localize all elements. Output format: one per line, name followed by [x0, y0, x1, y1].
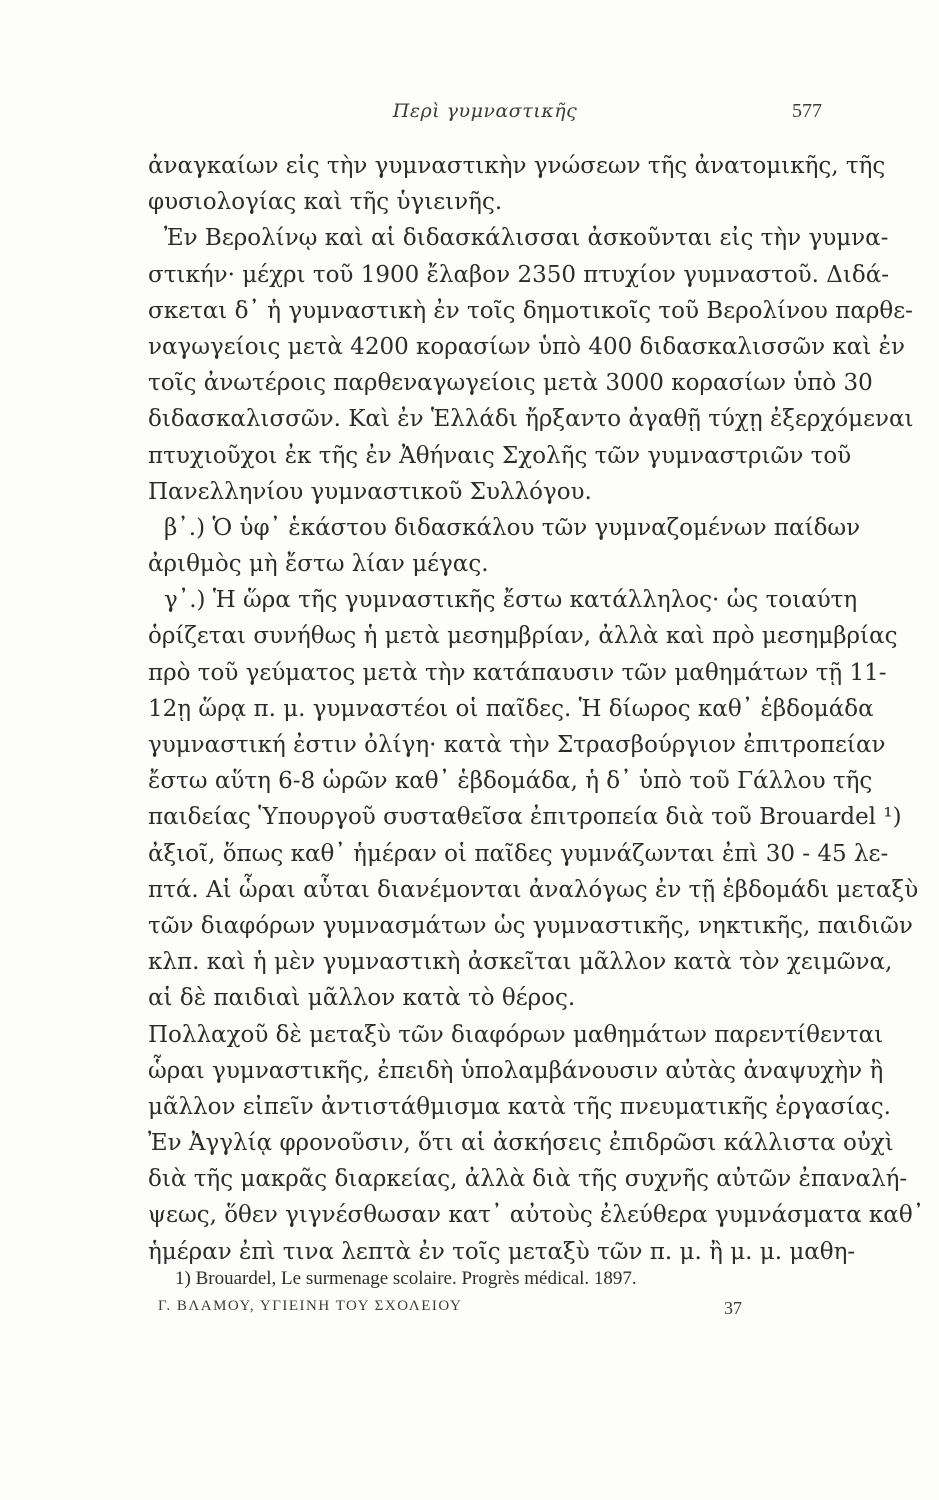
text-line: τοῖς ἀνωτέροις παρθεναγωγείοις μετὰ 3000 κορασίων ὑπὸ 30: [148, 370, 873, 397]
text-line: ἔστω αὕτη 6-8 ὡρῶν καθ᾽ ἑβδομάδα, ἡ δ᾽ ὑπὸ τοῦ Γάλλου τῆς: [148, 768, 873, 795]
running-title: Περὶ γυμναστικῆς: [392, 100, 578, 122]
text-line: μᾶλλον εἰπεῖν ἀντιστάθμισμα κατὰ τῆς πνευματικῆς ἐργασίας.: [148, 1093, 891, 1120]
text-line: τῶν διαφόρων γυμνασμάτων ὡς γυμναστικῆς, νηκτικῆς, παιδιῶν: [148, 912, 913, 939]
footnote: 1) Brouardel, Le surmenage scolaire. Progrès médical. 1897.: [175, 1268, 637, 1289]
text-line: πρὸ τοῦ γεύματος μετὰ τὴν κατάπαυσιν τῶν μαθημάτων τῇ 11-: [148, 659, 887, 686]
text-line: ὁρίζεται συνήθως ἡ μετὰ μεσημβρίαν, ἀλλὰ καὶ πρὸ μεσημβρίας: [148, 623, 898, 650]
text-line: Πανελληνίου γυμναστικοῦ Συλλόγου.: [148, 478, 592, 505]
text-line: 12ῃ ὥρᾳ π. μ. γυμναστέοι οἱ παῖδες. Ἡ δίωρος καθ᾽ ἑβδομάδα: [148, 695, 874, 722]
text-line: ἀξιοῖ, ὅπως καθ᾽ ἡμέραν οἱ παῖδες γυμνάζωνται ἐπὶ 30 - 45 λε-: [148, 840, 889, 867]
text-line: αἱ δὲ παιδιαὶ μᾶλλον κατὰ τὸ θέρος.: [148, 985, 576, 1012]
text-line: γυμναστική ἐστιν ὀλίγη· κατὰ τὴν Στρασβούργιον ἐπιτροπείαν: [148, 732, 886, 758]
text-line: σκεται δ᾽ ἡ γυμναστικὴ ἐν τοῖς δημοτικοῖς τοῦ Βερολίνου παρθε-: [148, 297, 913, 324]
page-number: 577: [792, 100, 822, 122]
text-line: Ἐν Ἀγγλίᾳ φρονοῦσιν, ὅτι αἱ ἀσκήσεις ἐπιδρῶσι κάλλιστα οὐχὶ: [148, 1130, 894, 1157]
signature-text: Γ. ΒΛΑΜΟΥ, ΥΓΙΕΙΝΗ ΤΟΥ ΣΧΟΛΕΙΟΥ: [158, 1298, 463, 1314]
body-text: [148, 148, 925, 1270]
text-line: διὰ τῆς μακρᾶς διαρκείας, ἀλλὰ διὰ τῆς συχνῆς αὐτῶν ἐπαναλή-: [148, 1166, 908, 1193]
text-line: διδασκαλισσῶν. Καὶ ἐν Ἑλλάδι ἤρξαντο ἀγαθῇ τύχῃ ἐξερχόμεναι: [148, 406, 914, 433]
text-line: ἡμέραν ἐπὶ τινα λεπτὰ ἐν τοῖς μεταξὺ τῶν π. μ. ἢ μ. μ. μαθη-: [148, 1238, 856, 1265]
text-line: ναγωγείοις μετὰ 4200 κορασίων ὑπὸ 400 διδασκαλισσῶν καὶ ἐν: [148, 333, 905, 360]
printer-signature: [158, 1298, 822, 1324]
text-line: ἀναγκαίων εἰς τὴν γυμναστικὴν γνώσεων τῆς ἀνατομικῆς, τῆς: [148, 153, 886, 179]
text-line: Πολλαχοῦ δὲ μεταξὺ τῶν διαφόρων μαθημάτων παρεντίθενται: [148, 1021, 884, 1048]
text-line: στικήν· μέχρι τοῦ 1900 ἔλαβον 2350 πτυχίον γυμναστοῦ. Διδά-: [148, 261, 890, 288]
text-line: Ἐν Βερολίνῳ καὶ αἱ διδασκάλισσαι ἀσκοῦνται εἰς τὴν γυμνα-: [164, 225, 889, 252]
text-line: πτά. Αἱ ὧραι αὗται διανέμονται ἀναλόγως ἐν τῇ ἑβδομάδι μεταξὺ: [148, 876, 919, 903]
text-line: ψεως, ὅθεν γιγνέσθωσαν κατ᾽ αὐτοὺς ἐλεύθερα γυμνάσματα καθ᾽: [148, 1202, 925, 1229]
text-line: κλπ. καὶ ἡ μὲν γυμναστικὴ ἀσκεῖται μᾶλλον κατὰ τὸν χειμῶνα,: [148, 949, 893, 976]
signature-number: 37: [724, 1298, 742, 1318]
page-header: [148, 100, 822, 130]
text-line: παιδείας Ὑπουργοῦ συσταθεῖσα ἐπιτροπεία διὰ τοῦ Brouardel ¹): [148, 804, 902, 831]
text-line: πτυχιοῦχοι ἐκ τῆς ἐν Ἀθήναις Σχολῆς τῶν γυμναστριῶν τοῦ: [148, 442, 852, 469]
text-line: ἀριθμὸς μὴ ἔστω λίαν μέγας.: [148, 551, 489, 578]
text-line: ὧραι γυμναστικῆς, ἐπειδὴ ὑπολαμβάνουσιν αὐτὰς ἀναψυχὴν ἢ: [148, 1057, 884, 1084]
text-line: φυσιολογίας καὶ τῆς ὑγιεινῆς.: [148, 189, 503, 216]
text-line: γ᾽.) Ἡ ὥρα τῆς γυμναστικῆς ἔστω κατάλληλος· ὡς τοιαύτη: [164, 587, 858, 614]
text-line: β᾽.) Ὁ ὑφ᾽ ἑκάστου διδασκάλου τῶν γυμναζομένων παίδων: [164, 514, 861, 541]
